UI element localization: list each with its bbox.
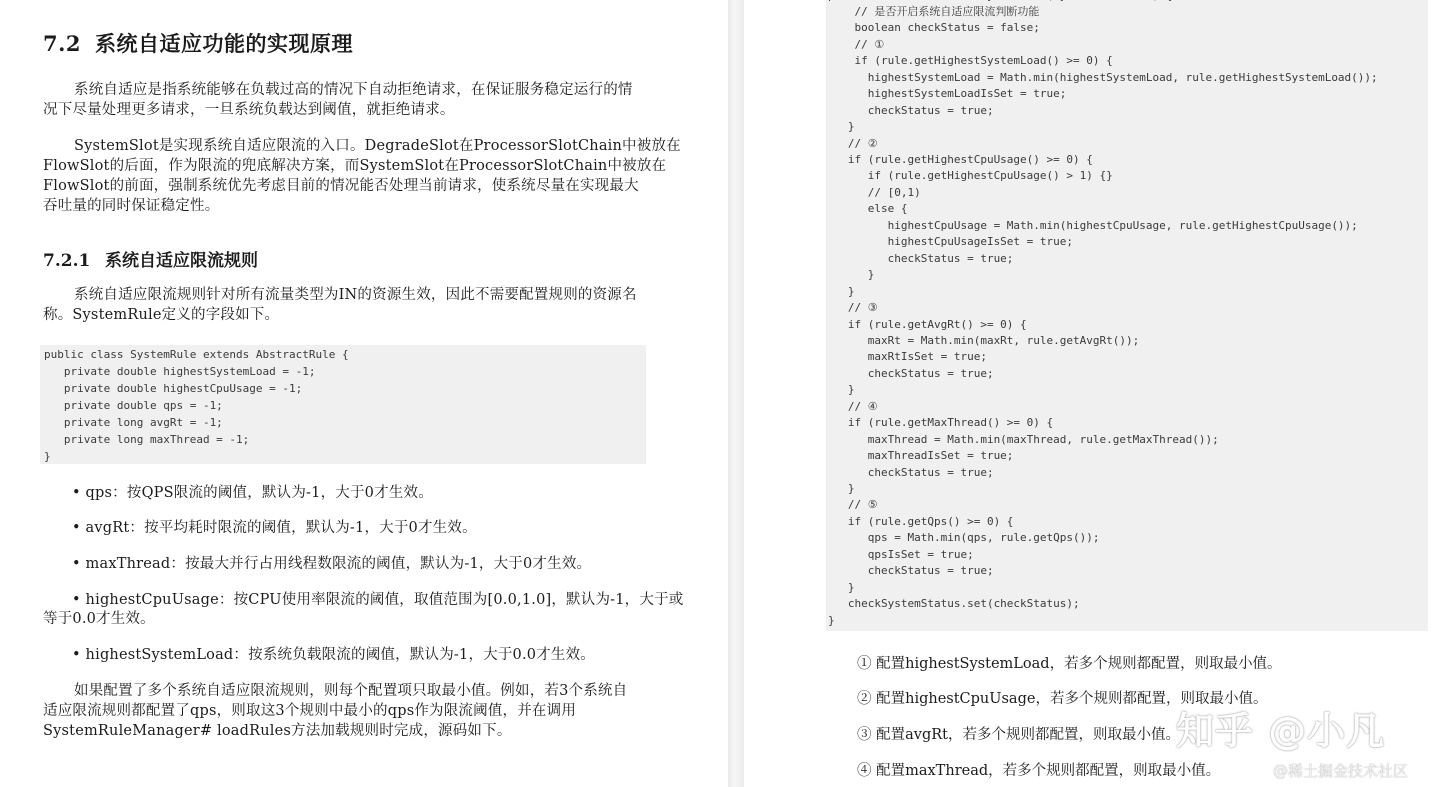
section-title: 系统自适应功能的实现原理 <box>95 31 353 56</box>
code-line: maxRt = Math.min(maxRt, rule.getAvgRt()); <box>828 333 1140 347</box>
bullet-maxthread: • maxThread：按最大并行占用线程数限流的阈值，默认为-1，大于0才生效。 <box>72 556 592 572</box>
systemrule-code-block <box>40 345 646 464</box>
code-line: if (rule.getAvgRt() >= 0) { <box>828 317 1027 331</box>
code-line: } <box>828 268 875 282</box>
bullet-highestcpuusage-line-2: 等于0.0才生效。 <box>43 611 155 627</box>
code-line: highestCpuUsageIsSet = true; <box>828 235 1074 249</box>
code-line: maxThread = Math.min(maxThread, rule.getMaxThread()); <box>828 432 1219 446</box>
paragraph-multi-rules-line-2: 适应限流规则都配置了qps，则取这3个规则中最小的qps作为限流阈值，并在调用 <box>43 703 577 719</box>
code-line: maxThreadIsSet = true; <box>828 449 1014 463</box>
code-line: checkStatus = true; <box>828 564 994 578</box>
right-book-page <box>744 0 1440 787</box>
code-line: // ④ <box>828 399 878 413</box>
section-heading <box>43 28 353 58</box>
code-line: else { <box>828 202 908 216</box>
code-line: // ⑤ <box>828 498 878 512</box>
code-line: } <box>828 120 855 134</box>
bullet-highestsystemload: • highestSystemLoad：按系统负载限流的阈值，默认为-1，大于0.0才生效。 <box>72 647 595 663</box>
paragraph-systemslot-line-1: SystemSlot是实现系统自适应限流的入口。DegradeSlot在ProcessorSlotChain中被放在 <box>74 138 681 154</box>
code-line: // ② <box>828 136 878 150</box>
code-line: // 是否开启系统自适应限流判断功能 <box>828 4 1040 18</box>
bullet-qps: • qps：按QPS限流的阈值，默认为-1，大于0才生效。 <box>72 485 433 501</box>
code-line: highestCpuUsage = Math.min(highestCpuUsage, rule.getHighestCpuUsage()); <box>828 218 1358 232</box>
note-1: ① 配置highestSystemLoad，若多个规则都配置，则取最小值。 <box>857 656 1282 672</box>
code-line: } <box>828 482 855 495</box>
code-line: qps = Math.min(qps, rule.getQps()); <box>828 531 1100 545</box>
code-line: if (rule.getQps() >= 0) { <box>828 514 1014 528</box>
code-line: public class SystemRule extends AbstractRule { <box>44 348 349 361</box>
paragraph-systemslot-line-2: FlowSlot的后面，作为限流的兜底解决方案，而SystemSlot在ProcessorSlotChain中被放在 <box>43 158 667 174</box>
code-line: private double qps = -1; <box>44 399 223 412</box>
paragraph-systemslot-line-3: FlowSlot的前面，强制系统优先考虑目前的情况能否处理当前请求，使系统尽量在实现最大 <box>43 178 639 194</box>
zhihu-watermark: 知乎 @小凡 <box>1176 709 1386 753</box>
bullet-avgrt: • avgRt：按平均耗时限流的阈值，默认为-1，大于0才生效。 <box>72 520 477 536</box>
code-line: private double highestSystemLoad = -1; <box>44 365 316 378</box>
code-line: } <box>828 613 835 627</box>
code-line: if (rule.getMaxThread() >= 0) { <box>828 416 1054 430</box>
subsection-number: 7.2.1 <box>43 251 91 271</box>
code-line: boolean checkStatus = false; <box>828 21 1040 35</box>
code-line: } <box>44 450 51 463</box>
section-number: 7.2 <box>43 31 82 56</box>
loadsystemconf-code-block <box>826 0 1428 631</box>
code-line: // ③ <box>828 301 878 315</box>
code-line: private long avgRt = -1; <box>44 416 223 429</box>
note-2: ② 配置highestCpuUsage，若多个规则都配置，则取最小值。 <box>857 691 1268 707</box>
code-line: maxRtIsSet = true; <box>828 350 987 364</box>
code-line: } <box>828 580 855 594</box>
paragraph-intro-line-2: 况下尽量处理更多请求，一旦系统负载达到阈值，就拒绝请求。 <box>43 102 455 118</box>
code-line: highestSystemLoadIsSet = true; <box>828 87 1067 101</box>
subsection-title: 系统自适应限流规则 <box>105 251 258 271</box>
code-line: } <box>828 383 855 397</box>
code-line: private double highestCpuUsage = -1; <box>44 382 303 395</box>
note-4: ④ 配置maxThread，若多个规则都配置，则取最小值。 <box>857 763 1221 779</box>
code-line: if (rule.getHighestSystemLoad() >= 0) { <box>828 54 1113 68</box>
code-line: // ① <box>828 37 885 51</box>
paragraph-multi-rules-line-3: SystemRuleManager# loadRules方法加载规则时完成，源码如下。 <box>43 723 512 739</box>
code-line: if (rule.getHighestCpuUsage() >= 0) { <box>828 153 1093 166</box>
code-line: qpsIsSet = true; <box>828 547 974 561</box>
paragraph-rule-line-2: 称。SystemRule定义的字段如下。 <box>43 307 280 323</box>
subsection-heading <box>43 246 258 271</box>
book-gutter <box>728 0 744 787</box>
paragraph-intro-line-1: 系统自适应是指系统能够在负载过高的情况下自动拒绝请求，在保证服务稳定运行的情 <box>74 82 633 98</box>
juejin-watermark: @稀土掘金技术社区 <box>1273 762 1409 780</box>
paragraph-rule-line-1: 系统自适应限流规则针对所有流量类型为IN的资源生效，因此不需要配置规则的资源名 <box>74 287 637 303</box>
code-line: } <box>828 284 855 298</box>
code-line: checkSystemStatus.set(checkStatus); <box>828 597 1080 611</box>
code-line: // [0,1) <box>828 185 921 199</box>
code-line: checkStatus = true; <box>828 103 994 117</box>
code-line: checkStatus = true; <box>828 366 994 380</box>
paragraph-systemslot-line-4: 吞吐量的同时保证稳定性。 <box>43 198 220 214</box>
code-line: if (rule.getHighestCpuUsage() > 1) {} <box>828 169 1113 183</box>
code-line: private long maxThread = -1; <box>44 433 250 446</box>
code-line: highestSystemLoad = Math.min(highestSystemLoad, rule.getHighestSystemLoad()); <box>828 70 1378 84</box>
note-3: ③ 配置avgRt，若多个规则都配置，则取最小值。 <box>857 727 1180 743</box>
code-line: checkStatus = true; <box>828 251 1014 265</box>
bullet-highestcpuusage-line-1: • highestCpuUsage：按CPU使用率限流的阈值，取值范围为[0.0,1.0]，默认为-1，大于或 <box>72 592 684 608</box>
code-line: checkStatus = true; <box>828 465 994 479</box>
paragraph-multi-rules-line-1: 如果配置了多个系统自适应限流规则，则每个配置项只取最小值。例如，若3个系统自 <box>74 683 628 699</box>
